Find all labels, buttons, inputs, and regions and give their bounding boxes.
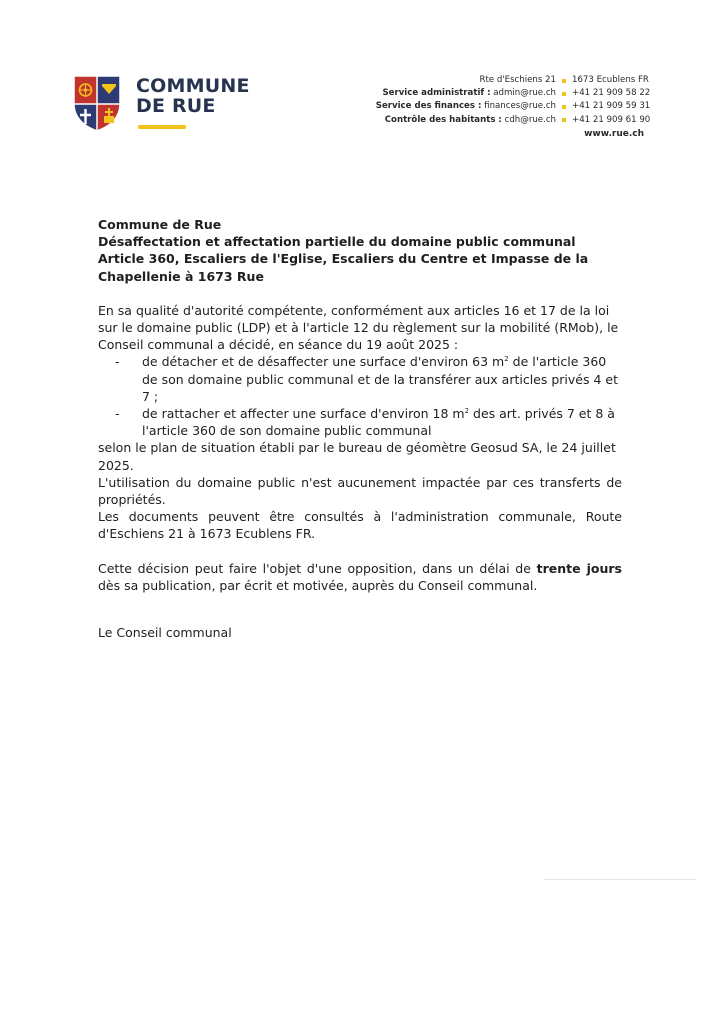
brand-accent-bar xyxy=(138,125,186,129)
signature: Le Conseil communal xyxy=(98,625,232,641)
divider xyxy=(544,879,696,880)
heading-location: Chapellenie à 1673 Rue xyxy=(98,268,264,284)
documents-paragraph: Les documents peuvent être consultés à l'administration communale, Route d'Eschiens 21 à 1673 Ecublens FR. xyxy=(98,509,622,542)
list-bullet: - xyxy=(115,406,120,422)
list-item xyxy=(115,353,622,405)
letter-body xyxy=(98,216,622,641)
impact-paragraph: L'utilisation du domaine public n'est aucunement impactée par ces transferts de propriétés. xyxy=(98,474,622,508)
letter-headings xyxy=(98,216,622,285)
heading-article: Article 360, Escaliers de l'Eglise, Escaliers du Centre et Impasse de la xyxy=(98,251,589,267)
contact-label: Contrôle des habitants : xyxy=(384,114,502,125)
contact-phone: +41 21 909 59 31 xyxy=(572,101,651,112)
bullet-dot-icon xyxy=(562,118,566,122)
contact-block xyxy=(375,74,651,141)
contact-right: 1673 Ecublens FR xyxy=(572,75,649,85)
brand-line-2: DE RUE xyxy=(136,95,216,117)
coat-of-arms-icon xyxy=(72,74,122,132)
plan-paragraph: selon le plan de situation établi par le bureau de géomètre Geosud SA, le 24 juillet 2025. xyxy=(98,440,616,473)
contact-phone: +41 21 909 61 90 xyxy=(572,114,651,125)
contact-row xyxy=(376,74,649,87)
heading-title: Désaffectation et affectation partielle du domaine public communal xyxy=(98,234,576,250)
brand-name xyxy=(136,76,250,116)
contact-email[interactable]: finances@rue.ch xyxy=(481,101,556,112)
list-bullet: - xyxy=(115,354,120,370)
bullet-dot-icon xyxy=(562,79,566,83)
list-item-text: de rattacher et affecter une surface d'environ 18 $m^2$ des art. privés 7 et 8 à l'article 360 de son domaine public communal xyxy=(142,406,615,439)
list-item-text: de détacher et de désaffecter une surface d'environ 63 $m^2$ de l'article 360 de son domaine public communal et de la transférer aux articles privés 4 et 7 ; xyxy=(142,354,618,404)
contact-value: Rte d'Eschiens 21 xyxy=(479,75,556,85)
contact-email[interactable]: admin@rue.ch xyxy=(490,88,556,99)
contact-phone: +41 21 909 58 22 xyxy=(572,88,651,99)
contact-label: Service administratif : xyxy=(382,88,491,99)
heading-commune: Commune de Rue xyxy=(98,217,222,232)
deadline-highlight: trente jours xyxy=(536,560,622,576)
decision-list xyxy=(115,353,622,439)
contact-row xyxy=(375,100,651,113)
website-link[interactable]: www.rue.ch xyxy=(584,128,644,139)
bullet-dot-icon xyxy=(562,105,566,109)
contact-label: Service des finances : xyxy=(375,101,482,112)
contact-row xyxy=(376,114,651,127)
contact-row xyxy=(376,87,651,100)
commune-logo xyxy=(72,72,262,132)
brand-line-1: COMMUNE xyxy=(136,75,250,97)
contact-email[interactable]: cdh@rue.ch xyxy=(501,114,556,125)
intro-paragraph: En sa qualité d'autorité compétente, conformément aux articles 16 et 17 de la loi sur le domaine public (LDP) et à l'article 12 du règlement sur la mobilité (RMob), le Conseil communal a décidé, en séance du 19 août 2025 : xyxy=(98,302,619,353)
opposition-paragraph: Cette décision peut faire l'objet d'une opposition, dans un délai de trente jours dès sa publication, par écrit et motivée, auprès du Conseil communal. xyxy=(98,560,622,593)
list-item xyxy=(115,405,622,439)
bullet-dot-icon xyxy=(562,92,566,96)
